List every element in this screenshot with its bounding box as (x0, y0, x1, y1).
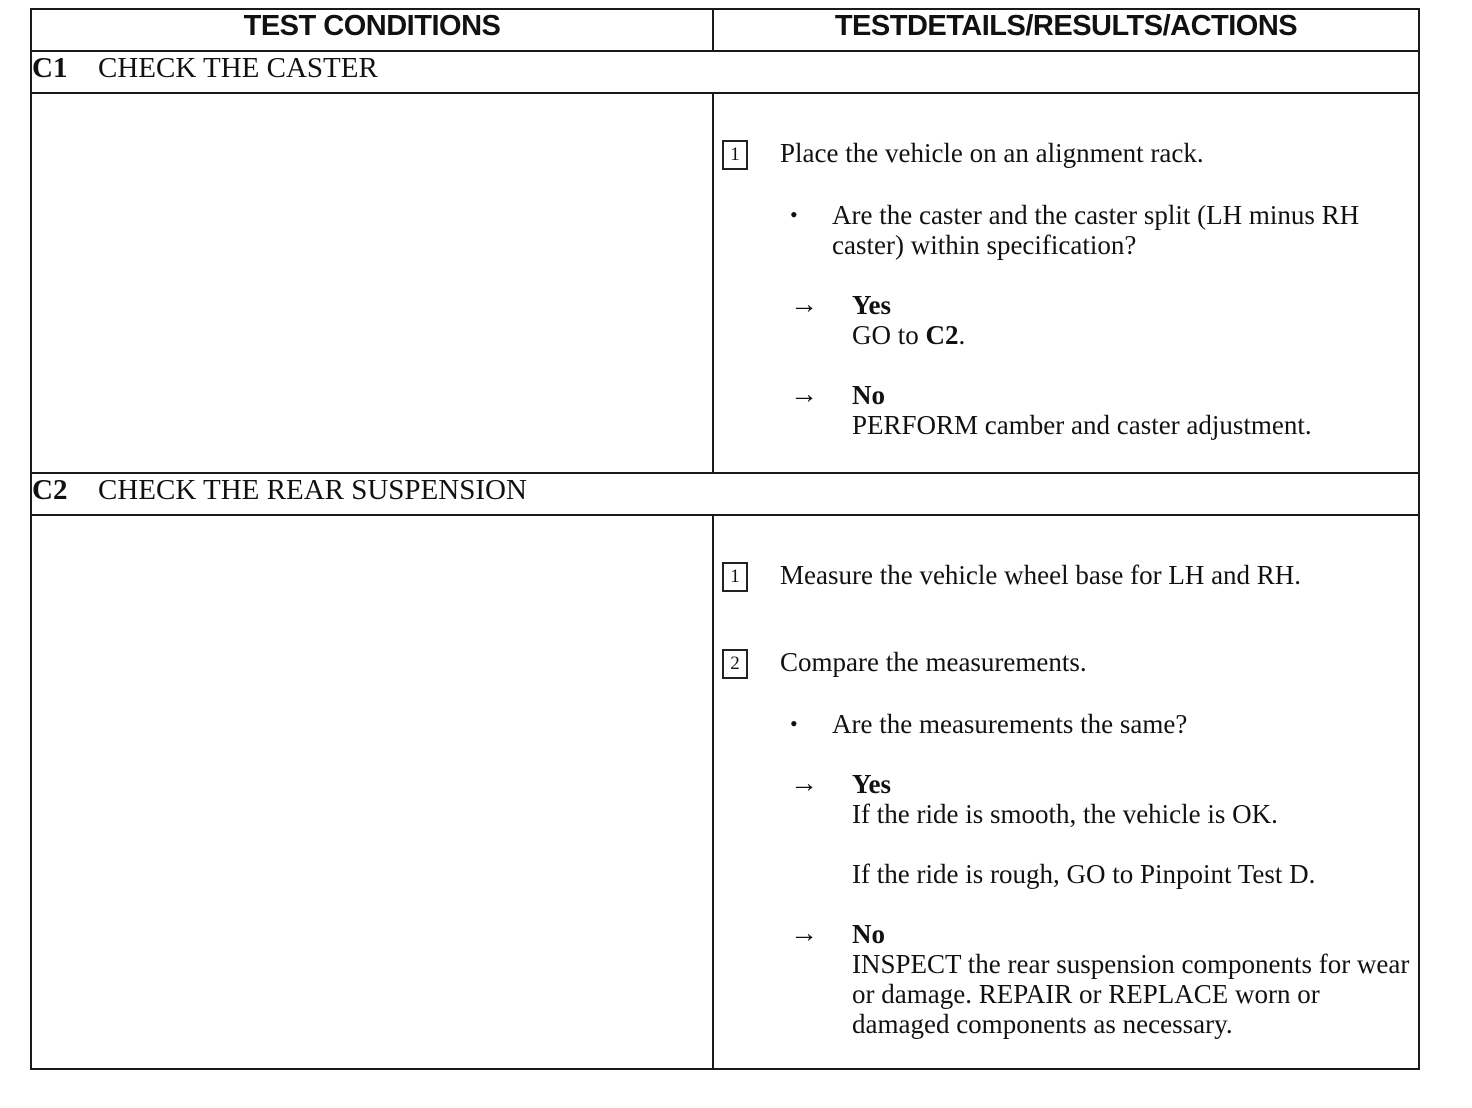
c1-step-1 (722, 138, 1418, 170)
c2-yes-label: Yes (852, 769, 891, 799)
section-c1-title: CHECK THE CASTER (98, 52, 378, 84)
section-c1-id: C1 (32, 52, 68, 84)
test-details-header: TESTDETAILS/RESULTS/ACTIONS (713, 9, 1419, 51)
test-conditions-header: TEST CONDITIONS (31, 9, 713, 51)
arrow-right-icon: → (790, 918, 818, 949)
diagnostic-table-page (30, 8, 1418, 1070)
arrow-right-icon: → (790, 289, 818, 320)
c1-answer-yes (790, 290, 1418, 350)
c1-step-1-text: Place the vehicle on an alignment rack. (780, 138, 1204, 168)
c1-details-cell (713, 93, 1419, 473)
c2-step-2-text: Compare the measurements. (780, 647, 1087, 677)
c2-yes-action-1: If the ride is smooth, the vehicle is OK. (852, 799, 1278, 829)
c1-question (790, 200, 1418, 260)
section-c1-heading (31, 51, 1419, 93)
bullet-icon: • (790, 202, 798, 227)
c1-question-text: Are the caster and the caster split (LH minus RH caster) within specification? (832, 200, 1360, 260)
c2-conditions-cell (31, 515, 713, 1069)
c1-yes-label: Yes (852, 290, 891, 320)
c2-yes-action-2: If the ride is rough, GO to Pinpoint Test D. (852, 859, 1316, 889)
c1-yes-action: GO to C2. (852, 320, 966, 350)
table-header-row (31, 9, 1419, 51)
c2-no-action: INSPECT the rear suspension components for wear or damage. REPAIR or REPLACE worn or damaged components as necessary. (852, 949, 1410, 1039)
c1-answer-no (790, 380, 1418, 440)
c2-step-2 (722, 647, 1418, 679)
section-c2-title: CHECK THE REAR SUSPENSION (98, 474, 527, 506)
c1-conditions-cell (31, 93, 713, 473)
c1-step-1-number: 1 (722, 140, 748, 170)
c2-answer-yes (790, 769, 1418, 889)
c2-question-text: Are the measurements the same? (832, 709, 1188, 739)
c2-details-cell (713, 515, 1419, 1069)
arrow-right-icon: → (790, 768, 818, 799)
section-row-c2 (31, 473, 1419, 515)
c2-no-label: No (852, 919, 885, 949)
section-row-c1 (31, 51, 1419, 93)
c2-step-1-number: 1 (722, 562, 748, 592)
c2-step-1 (722, 560, 1418, 592)
c2-question (790, 709, 1418, 739)
c2-step-2-number: 2 (722, 649, 748, 679)
c1-yes-ref: C2 (925, 320, 959, 350)
pinpoint-test-table (30, 8, 1420, 1070)
arrow-right-icon: → (790, 379, 818, 410)
c2-step-1-text: Measure the vehicle wheel base for LH and RH. (780, 560, 1302, 590)
c2-answer-no (790, 919, 1418, 1039)
section-c2-id: C2 (32, 474, 68, 506)
c1-no-label: No (852, 380, 885, 410)
section-c2-heading (31, 473, 1419, 515)
content-row-c2 (31, 515, 1419, 1069)
content-row-c1 (31, 93, 1419, 473)
c1-no-action: PERFORM camber and caster adjustment. (852, 410, 1312, 440)
bullet-icon: • (790, 711, 798, 736)
